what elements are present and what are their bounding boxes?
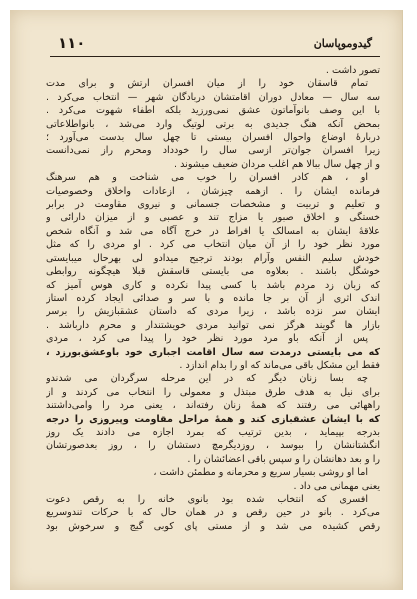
body-text (46, 64, 380, 572)
text-line: خوشگل باشند . بعلاوه می بایستی قاسقش قبلا هیچگونه روابطی (46, 266, 380, 278)
text-line: مورد نظر خود را از آن میان انتخاب می کرد . او مردی را که مثل (46, 239, 380, 251)
book-page (10, 10, 403, 590)
text-line: تمام قاسقان خود را از میان افسران ارتش و برای مدت (46, 78, 368, 90)
text-line: اما او روشی بسیار سریع و محرمانه و مطمئن داشت ، (153, 467, 368, 479)
text-line: زیرا افسران جوان‌تر ازسی سال را خودداد ومحرم راز نمی‌دانست (46, 145, 380, 157)
text-line: علاقهٔ ایشان به امسالک یا افراط در خرج آگاه می شد و آنگاه شخص (46, 225, 380, 237)
text-line: که با ایشان عشقبازی کند و همهٔ مراحل مقاومت وپیروزی را درجه (46, 413, 380, 425)
text-line: که زبان زد مردم باشد با کسی پیدا نکرده و کاری هوس آمیز که (46, 279, 380, 291)
text-line: که می بایستی درمدت سه سال اقامت اجباری خود باوعشق‌بورزد ، (46, 346, 380, 358)
text-line: رقص کشیده می شد و از مستی پای کوبی گیج و سرخوش بود (46, 520, 380, 532)
text-line: بازار ها گویند هرگز نمی توانید مردی خویشتندار و محرم دارباشد . (46, 319, 380, 331)
text-line: سه سال — معادل دوران اقامتشان دربادگان شهر — انتخاب می‌کرد . (46, 91, 380, 103)
text-line: پس از آنکه باو مرد مورد نظر خود را پیدا می کرد ، مردی (46, 333, 368, 345)
text-line: انگشتانشان را ببوسد ، روزدیگرمچ دستشان را ، روز بعدصورتشان (46, 440, 380, 452)
text-line: اندک اثری از آن بر جا مانده و با سر و صدائی ایجاد کرده استاز (46, 292, 380, 304)
text-line: راههائی می رفتند که همهٔ زنان رفته‌اند ، یعنی مرد را وامی‌داشتند (46, 400, 380, 412)
text-line: خودش سلیم النفس وآرام بودند ترجیح میدادو لی بهرحال میبایستی (46, 252, 380, 264)
text-line: فقط این مشکل باقی می‌ماند که او را بدام اندازد . (179, 359, 380, 371)
page-header (50, 34, 380, 57)
page-number: ۱۱۰ (58, 34, 86, 52)
text-line: ایشان سر نزده باشد ، زیرا مردی که داستان عشقبازیش را برسر (46, 306, 380, 318)
text-line: خستگی و اخلاق صبور یا مزاج تند و عصبی و از میزان دارائی و (46, 212, 380, 224)
text-line: و تعلیم و تربیت و مشخصات جسمانی و نیروی مقاومت در برابر (46, 199, 380, 211)
text-line: با این وصف بانوآماتون عشق نمی‌ورزید بلکه اطفاء شهوت می‌کرد . (46, 105, 380, 117)
text-line: افسری که انتخاب شده بود بانوی خانه را به رقص دعوت (46, 494, 368, 505)
text-line: برای نیل به هدف طرق مبتذل و معمولی را انتخاب می کردند و از (46, 386, 380, 398)
text-line: فرمانده ایشان را . ازهمه چیزشان ، ازعادات واخلاق وخصوصیات (46, 185, 380, 197)
text-line: بدرجه بپیماید ، بدین ترتیب که بمرد اجازه می دادند یک روز (46, 426, 380, 438)
text-line: دربارهٔ اوضاع واحوال افسران بیستی تا چهل سال بدست می‌آورد ؛ (46, 132, 380, 144)
text-line: را و بعد دهانشان را و سپس باقی اعضائشان را . (187, 453, 380, 465)
text-line: او ، هم کادر افسران را خوب می شناخت و هم سرهنگ (46, 172, 368, 184)
text-line: و از چهل سال ببالا هم اغلب مردان ضعیف میشوند . (174, 158, 380, 170)
text-line: تصور داشت . (325, 65, 380, 76)
text-line: یعنی مهمانی می داد . (293, 480, 380, 492)
text-line: می‌کرد . بانو در حین رقص و در همان حال که با حرکات تندوسریع (46, 507, 380, 519)
text-line: چه بسا زنان دیگر که در این مرحله سرگردان می شدندو (46, 373, 368, 385)
running-title: گیدوموپاسان (313, 37, 372, 50)
text-line: بمحض آنکه هنگ جدیدی به برتی لوتیگ وارد می‌شد ، بانواطلاعاتی (46, 118, 380, 130)
